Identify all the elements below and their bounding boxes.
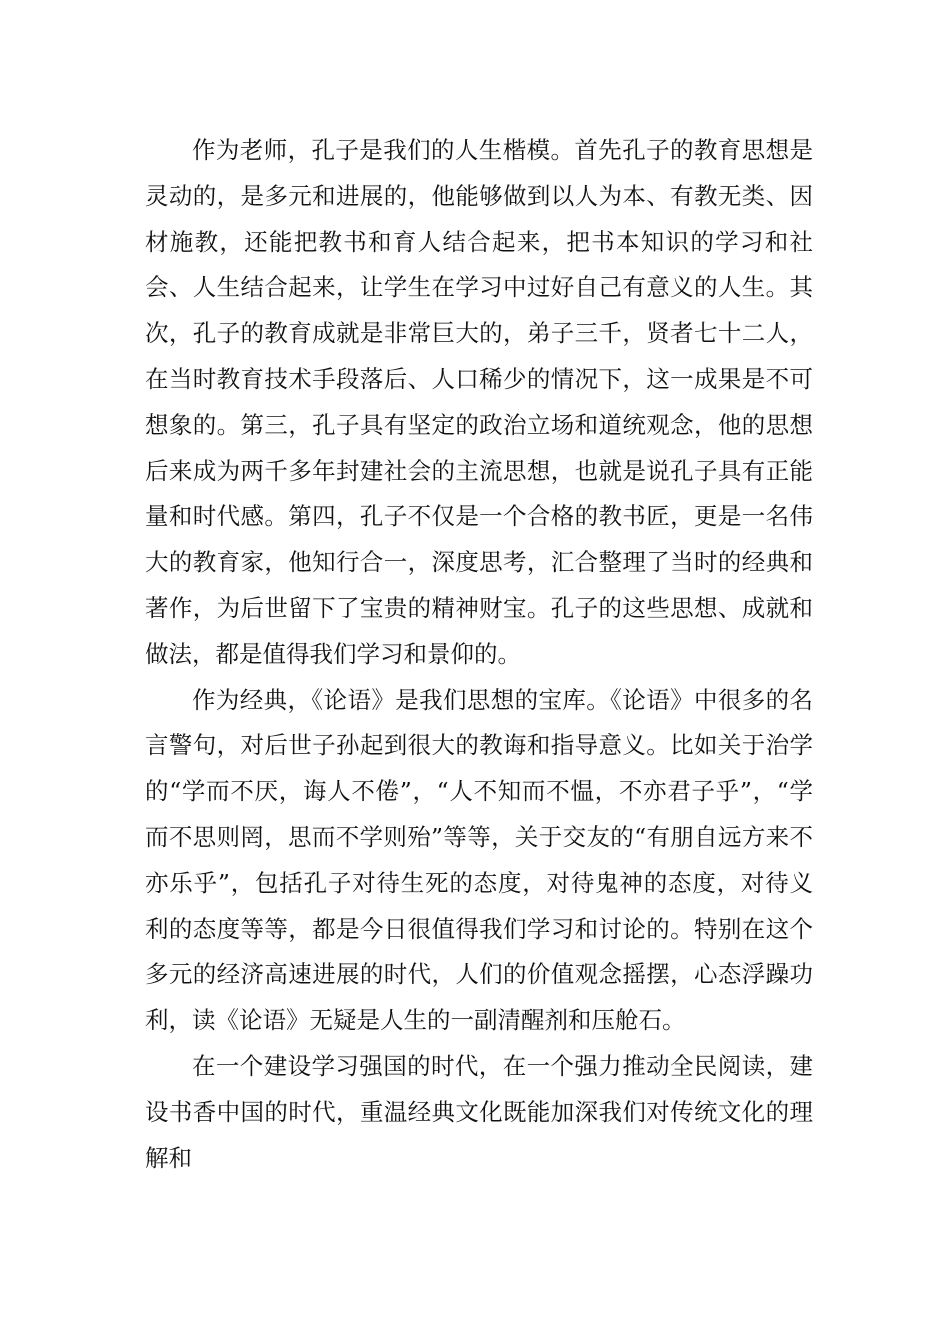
paragraph-confucius-as-teacher: 作为老师，孔子是我们的人生楷模。首先孔子的教育思想是灵动的，是多元和进展的，他能够做到以人为本、有教无类、因材施教，还能把教书和育人结合起来，把书本知识的学习和社会、人生结合起来，让学生在学习中过好自己有意义的人生。其次，孔子的教育成就是非常巨大的，弟子三千，贤者七十二人，在当时教育技术手段落后、人口稀少的情况下，这一成果是不可想象的。第三，孔子具有坚定的政治立场和道统观念，他的思想后来成为两千多年封建社会的主流思想，也就是说孔子具有正能量和时代感。第四，孔子不仅是一个合格的教书匠，更是一名伟大的教育家，他知行合一，深度思考，汇合整理了当时的经典和著作，为后世留下了宝贵的精神财宝。孔子的这些思想、成就和做法，都是值得我们学习和景仰的。 [145, 136, 813, 668]
paragraph-analects-as-classic: 作为经典，《论语》是我们思想的宝库。《论语》中很多的名言警句，对后世子孙起到很大的教诲和指导意义。比如关于治学的“学而不厌，诲人不倦”，“人不知而不愠，不亦君子乎”，“学而不思则罔，思而不学则殆”等等，关于交友的“有朋自远方来不亦乐乎”，包括孔子对待生死的态度，对待鬼神的态度，对待义利的态度等等，都是今日很值得我们学习和讨论的。特别在这个多元的经济高速进展的时代，人们的价值观念摇摆，心态浮躁功利，读《论语》无疑是人生的一副清醒剂和压舱石。 [145, 685, 813, 1035]
document-body [145, 128, 813, 1181]
paragraph-learning-nation: 在一个建设学习强国的时代，在一个强力推动全民阅读，建设书香中国的时代，重温经典文化既能加深我们对传统文化的理解和 [145, 1051, 813, 1172]
